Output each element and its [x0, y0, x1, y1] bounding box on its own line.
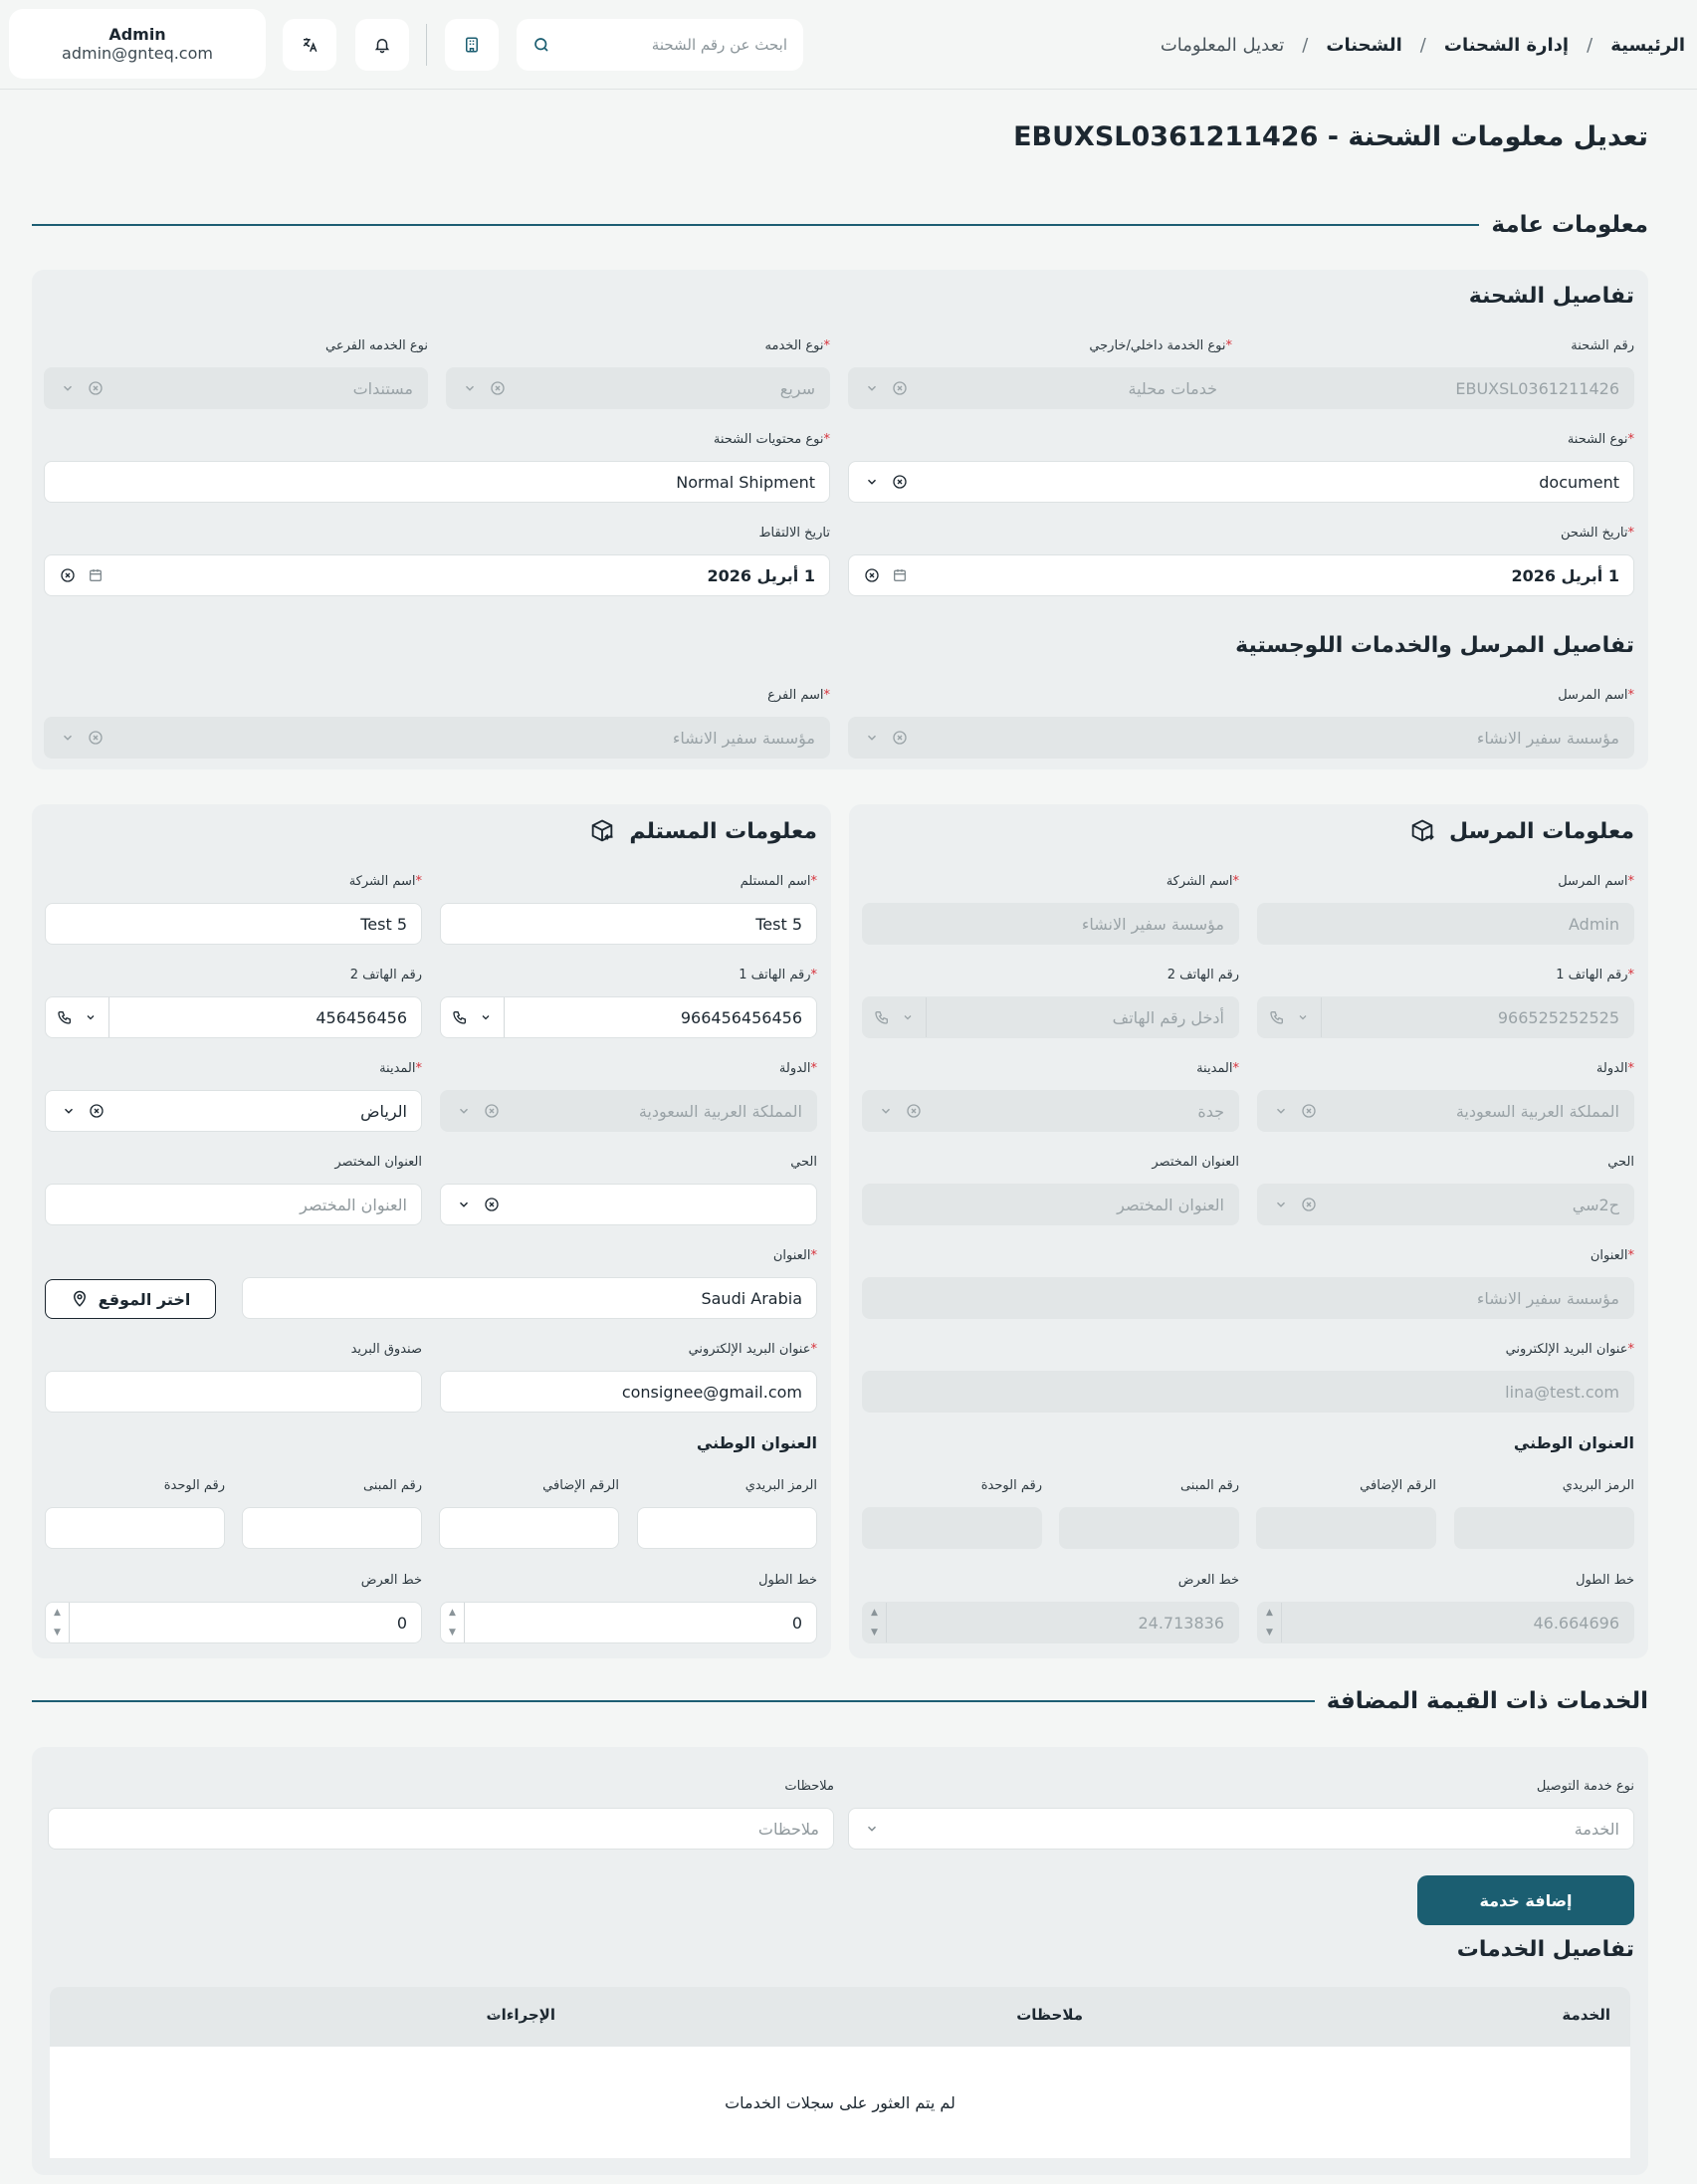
breadcrumb-current: تعديل المعلومات: [1160, 34, 1285, 56]
breadcrumb: [1161, 30, 1685, 60]
add-service-button[interactable]: إضافة خدمة: [1417, 1875, 1634, 1925]
sender-company-label: *اسم الشركة: [1166, 874, 1239, 889]
chevron-down-icon[interactable]: [477, 1008, 495, 1026]
services-table-header: [50, 1987, 1630, 2047]
clear-icon[interactable]: [87, 729, 105, 747]
country-code-select: [1258, 997, 1322, 1037]
receiver-postal-label: الرمز البريدي: [744, 1478, 817, 1493]
receiver-info-title: معلومات المستلم: [629, 818, 817, 844]
sender-info-title: معلومات المرسل: [1449, 818, 1634, 844]
sender-short-address-label: العنوان المختصر: [1152, 1155, 1239, 1170]
receiver-name-field[interactable]: Test 5: [440, 903, 817, 945]
contents-type-field[interactable]: Normal Shipment: [44, 461, 830, 503]
chevron-down-icon: [877, 1102, 895, 1120]
receiver-building-field[interactable]: [242, 1507, 422, 1549]
phone-icon: [1268, 1008, 1286, 1026]
sender-name-field: Admin: [1257, 903, 1634, 945]
building-icon: [463, 36, 481, 54]
receiver-district-select[interactable]: [440, 1184, 817, 1225]
chevron-down-icon[interactable]: [488, 2008, 506, 2026]
clear-icon[interactable]: [483, 1196, 501, 1213]
spinner-arrows: ▲ ▼: [863, 1603, 887, 1642]
branch-name-select[interactable]: مؤسسة سفير الانشاء: [44, 717, 830, 759]
country-code-select[interactable]: [46, 997, 109, 1037]
empty-message: لم يتم العثور على سجلات الخدمات: [725, 2092, 955, 2112]
sender-phone2-field: أدخل رقم الهاتف: [862, 996, 1239, 1038]
services-details-title: تفاصيل الخدمات: [1456, 1937, 1634, 1962]
receiver-country-label: *الدولة: [778, 1061, 817, 1076]
ship-date-label: *تاريخ الشحن: [1561, 526, 1634, 541]
chevron-down-icon[interactable]: [455, 1102, 473, 1120]
clear-icon[interactable]: [88, 1102, 106, 1120]
sender-latitude-label: خط العرض: [1177, 1573, 1239, 1588]
services-table-empty: [50, 2047, 1630, 2158]
breadcrumb-separator: /: [1587, 34, 1593, 56]
calendar-icon[interactable]: [891, 566, 909, 584]
receiver-name-label: *اسم المستلم: [740, 874, 817, 889]
sender-city-label: *المدينة: [1196, 1061, 1239, 1076]
sender-email-field: lina@test.com: [862, 1371, 1634, 1413]
pick-location-button[interactable]: [45, 1279, 216, 1319]
receiver-address-label: *العنوان: [772, 1248, 817, 1263]
search-input[interactable]: [568, 36, 787, 54]
phone-icon: [56, 1008, 74, 1026]
chevron-down-icon[interactable]: [59, 379, 77, 397]
ship-date-picker[interactable]: 1 أبريل 2026: [848, 554, 1634, 596]
clear-icon[interactable]: [483, 1102, 501, 1120]
sender-unit-label: رقم الوحدة: [980, 1478, 1042, 1493]
shipment-number-label: رقم الشحنة: [1571, 338, 1634, 353]
service-type-select[interactable]: سريع: [446, 367, 830, 409]
sender-address-label: *العنوان: [1590, 1248, 1634, 1263]
sender-phone1-field: 966525252525: [1257, 996, 1634, 1038]
receiver-postal-field[interactable]: [637, 1507, 817, 1549]
notifications-button[interactable]: [355, 19, 409, 71]
service-subtype-select[interactable]: مستندات: [44, 367, 428, 409]
section-vas-header: [32, 1686, 1648, 1716]
delivery-service-select[interactable]: الخدمة: [848, 1808, 1634, 1850]
chevron-down-icon[interactable]: [59, 729, 77, 747]
service-scope-select[interactable]: خدمات محلية: [848, 367, 1232, 409]
logistics-title: تفاصيل المرسل والخدمات اللوجستية: [1235, 633, 1634, 658]
column-actions[interactable]: الإجراءات: [486, 2006, 555, 2024]
receiver-additional-field[interactable]: [439, 1507, 619, 1549]
sender-city-select: جدة: [862, 1090, 1239, 1132]
receiver-national-address-title: العنوان الوطني: [696, 1433, 817, 1452]
sender-unit-field: [862, 1507, 1042, 1549]
user-profile[interactable]: [9, 9, 266, 79]
receiver-latitude-field[interactable]: 0 ▲ ▼: [45, 1602, 422, 1643]
sender-additional-label: الرقم الإضافي: [1360, 1478, 1436, 1493]
receiver-short-address-field[interactable]: العنوان المختصر: [45, 1184, 422, 1225]
receiver-latitude-label: خط العرض: [360, 1573, 422, 1588]
sender-latitude-field: 24.713836 ▲ ▼: [862, 1602, 1239, 1643]
service-subtype-label: نوع الخدمه الفرعي: [325, 338, 428, 353]
breadcrumb-shipments[interactable]: الشحنات: [1326, 34, 1402, 56]
sender-building-field: [1059, 1507, 1239, 1549]
clear-icon[interactable]: [863, 566, 881, 584]
chevron-down-icon[interactable]: [863, 1820, 881, 1838]
clear-icon: [1300, 1196, 1318, 1213]
country-code-select: [863, 997, 927, 1037]
translate-icon: [301, 36, 318, 54]
shipment-type-label: *نوع الشحنة: [1567, 432, 1634, 447]
shipment-number-field: EBUXSL0361211426: [858, 367, 1634, 409]
receiver-longitude-label: خط الطول: [758, 1573, 817, 1588]
section-general-header: [32, 210, 1648, 240]
phone-icon: [451, 1008, 469, 1026]
top-bar: [0, 0, 1697, 90]
section-divider-line: [32, 224, 1479, 226]
shipment-type-select[interactable]: document: [848, 461, 1634, 503]
branch-button[interactable]: [445, 19, 499, 71]
breadcrumb-separator: /: [1302, 34, 1309, 56]
breadcrumb-separator: /: [1419, 34, 1426, 56]
sender-national-address-title: العنوان الوطني: [1513, 1433, 1634, 1452]
section-divider-line: [32, 1700, 1315, 1702]
receiver-address-field[interactable]: Saudi Arabia: [242, 1277, 817, 1319]
receiver-info-header: [587, 816, 817, 846]
clear-icon[interactable]: [87, 379, 105, 397]
clear-icon[interactable]: [891, 729, 909, 747]
pickup-date-picker[interactable]: 1 أبريل 2026: [44, 554, 830, 596]
clear-icon[interactable]: [891, 379, 909, 397]
receiver-city-select[interactable]: الرياض: [45, 1090, 422, 1132]
sender-name-label: *اسم المرسل: [1558, 874, 1634, 889]
sender-country-select: المملكة العربية السعودية: [1257, 1090, 1634, 1132]
clear-icon[interactable]: [59, 566, 77, 584]
package-receive-icon: [587, 816, 617, 846]
chevron-down-icon[interactable]: [82, 1008, 100, 1026]
notes-label: ملاحظات: [784, 1779, 834, 1794]
chevron-down-icon[interactable]: [461, 379, 479, 397]
sender-company-field: مؤسسة سفير الانشاء: [862, 903, 1239, 945]
sender-phone2-label: رقم الهاتف 2: [1167, 968, 1239, 983]
receiver-company-field[interactable]: Test 5: [45, 903, 422, 945]
sender-postal-label: الرمز البريدي: [1562, 1478, 1634, 1493]
sender-phone1-label: *رقم الهاتف 1: [1556, 968, 1634, 983]
search-icon[interactable]: [532, 36, 550, 54]
spinner-arrows[interactable]: ▲ ▼: [441, 1603, 465, 1642]
breadcrumb-shipments-management[interactable]: إدارة الشحنات: [1443, 34, 1570, 56]
bell-icon: [373, 36, 391, 54]
package-send-icon: [1407, 816, 1437, 846]
receiver-phone1-field[interactable]: 966456456456: [440, 996, 817, 1038]
spinner-arrows[interactable]: ▲ ▼: [46, 1603, 70, 1642]
sender-longitude-label: خط الطول: [1576, 1573, 1634, 1588]
search-box[interactable]: [517, 19, 803, 71]
receiver-additional-label: الرقم الإضافي: [542, 1478, 619, 1493]
clear-icon[interactable]: [489, 379, 507, 397]
chevron-down-icon: [899, 1008, 917, 1026]
page-title: تعديل معلومات الشحنة - EBUXSL0361211426: [1013, 121, 1648, 152]
receiver-building-label: رقم المبنى: [362, 1478, 422, 1493]
receiver-pobox-label: صندوق البريد: [350, 1342, 422, 1357]
chevron-down-icon: [1294, 1008, 1312, 1026]
chevron-down-icon[interactable]: [60, 1102, 78, 1120]
chevron-down-icon[interactable]: [863, 473, 881, 491]
map-pin-icon: [71, 1290, 89, 1308]
clear-icon: [1300, 1102, 1318, 1120]
sender-info-header: [1407, 816, 1634, 846]
spinner-arrows: ▲ ▼: [1258, 1603, 1282, 1642]
chevron-down-icon[interactable]: [863, 729, 881, 747]
chevron-down-icon[interactable]: [455, 1196, 473, 1213]
column-service[interactable]: الخدمة: [1562, 2006, 1610, 2024]
service-type-label: *نوع الخدمه: [764, 338, 830, 353]
receiver-phone1-label: *رقم الهاتف 1: [739, 968, 817, 983]
receiver-short-address-label: العنوان المختصر: [334, 1155, 422, 1170]
sender-address-field: مؤسسة سفير الانشاء: [862, 1277, 1634, 1319]
receiver-city-label: *المدينة: [379, 1061, 422, 1076]
receiver-longitude-field[interactable]: 0 ▲ ▼: [440, 1602, 817, 1643]
sender-district-label: الحي: [1607, 1155, 1634, 1170]
clear-icon[interactable]: [891, 473, 909, 491]
shipment-details-title: تفاصيل الشحنة: [1468, 284, 1634, 309]
receiver-email-label: *عنوان البريد الإلكتروني: [688, 1342, 817, 1357]
receiver-phone2-field[interactable]: 456456456: [45, 996, 422, 1038]
receiver-country-select[interactable]: المملكة العربية السعودية: [440, 1090, 817, 1132]
sender-email-label: *عنوان البريد الإلكتروني: [1505, 1342, 1634, 1357]
sender-additional-field: [1256, 1507, 1436, 1549]
phone-icon: [873, 1008, 891, 1026]
receiver-phone2-label: رقم الهاتف 2: [349, 968, 422, 983]
sender-name-label: *اسم المرسل: [1558, 688, 1634, 703]
sender-building-label: رقم المبنى: [1179, 1478, 1239, 1493]
delivery-service-label: نوع خدمة التوصيل: [1536, 1779, 1634, 1794]
column-notes[interactable]: ملاحظات: [1016, 2006, 1083, 2024]
notes-field[interactable]: ملاحظات: [48, 1808, 834, 1850]
sender-short-address-field: العنوان المختصر: [862, 1184, 1239, 1225]
section-general-title: معلومات عامة: [1491, 212, 1648, 238]
chevron-down-icon[interactable]: [863, 379, 881, 397]
receiver-email-field[interactable]: consignee@gmail.com: [440, 1371, 817, 1413]
calendar-icon[interactable]: [87, 566, 105, 584]
receiver-pobox-field[interactable]: [45, 1371, 422, 1413]
sender-postal-field: [1454, 1507, 1634, 1549]
header-divider: [426, 24, 427, 66]
pickup-date-label: تاريخ الالتقاط: [758, 526, 830, 541]
section-vas-title: الخدمات ذات القيمة المضافة: [1326, 1688, 1648, 1714]
pick-location-label: اختر الموقع: [98, 1289, 191, 1309]
branch-name-label: *اسم الفرع: [767, 688, 830, 703]
clear-icon: [905, 1102, 923, 1120]
user-name: Admin: [108, 25, 166, 44]
chevron-down-icon: [1272, 1196, 1290, 1213]
sender-district-select: ح2سي: [1257, 1184, 1634, 1225]
contents-type-label: *نوع محتويات الشحنة: [713, 432, 830, 447]
shipment-details-card: [32, 270, 1648, 769]
service-scope-label: *نوع الخدمة داخلي/خارجي: [1089, 338, 1232, 353]
receiver-company-label: *اسم الشركة: [348, 874, 422, 889]
sender-country-label: *الدولة: [1595, 1061, 1634, 1076]
chevron-down-icon: [1272, 1102, 1290, 1120]
user-email: admin@gnteq.com: [62, 44, 213, 63]
receiver-unit-label: رقم الوحدة: [163, 1478, 225, 1493]
sender-longitude-field: 46.664696 ▲ ▼: [1257, 1602, 1634, 1643]
country-code-select[interactable]: [441, 997, 505, 1037]
receiver-district-label: الحي: [790, 1155, 817, 1170]
language-button[interactable]: [283, 19, 336, 71]
sender-name-select[interactable]: مؤسسة سفير الانشاء: [848, 717, 1634, 759]
breadcrumb-home[interactable]: الرئيسية: [1610, 34, 1685, 56]
receiver-unit-field[interactable]: [45, 1507, 225, 1549]
